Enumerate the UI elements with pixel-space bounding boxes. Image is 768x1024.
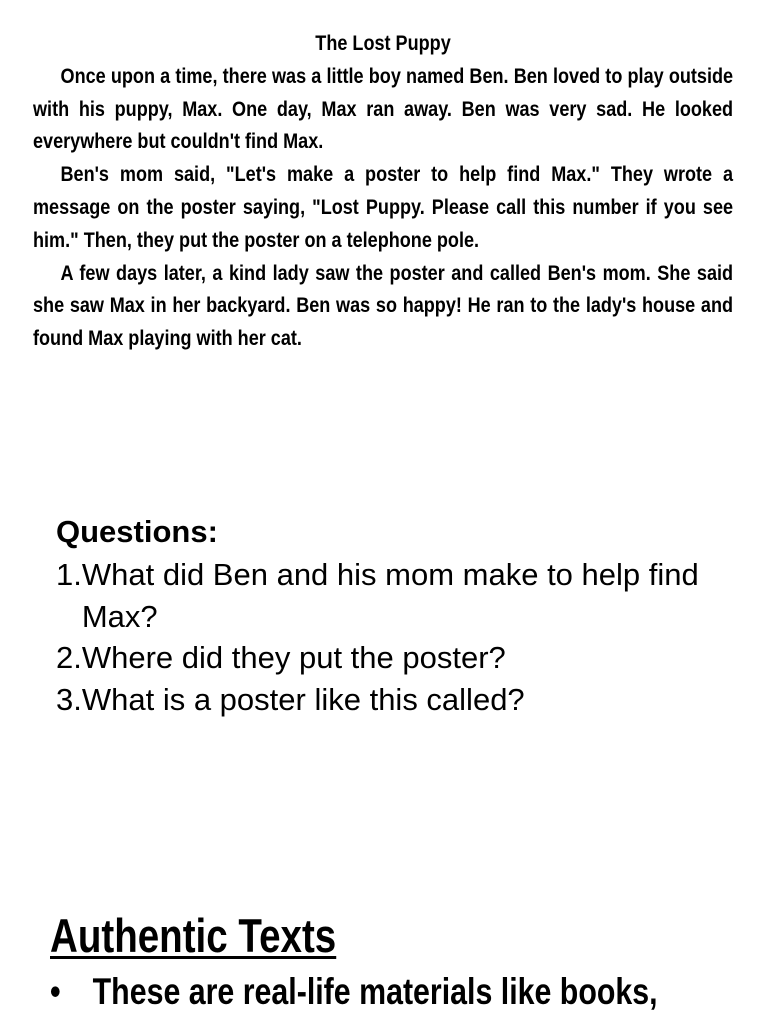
story-paragraph: A few days later, a kind lady saw the poster and called Ben's mom. She said she saw Max in her backyard. Ben was so happy! He ran to the lady's house and found Max playing with her cat. [33, 261, 734, 351]
authentic-texts-item [50, 966, 768, 1018]
bullet-icon: • [50, 971, 61, 1012]
story-paragraph: Ben's mom said, "Let's make a poster to help find Max." They wrote a message on the poster saying, "Lost Puppy. Please call this number if you see him." Then, they put the poster on a telephone pole. [33, 163, 734, 252]
question-text: Where did they put the poster? [81, 640, 506, 675]
question-number: 2. [56, 640, 82, 675]
authentic-texts-heading: Authentic Texts [50, 909, 337, 962]
question-number: 3. [56, 681, 82, 717]
question-number: 1. [56, 557, 82, 592]
question-item [56, 679, 746, 721]
question-text: What is a poster like this called? [81, 681, 525, 717]
story-section [33, 28, 733, 356]
questions-section [56, 510, 746, 720]
authentic-texts-section [50, 906, 768, 1018]
story-paragraph: Once upon a time, there was a little boy named Ben. Ben loved to play outside with his puppy, Max. One day, Max ran away. Ben was very sad. He looked everywhere but couldn't find Max. [33, 64, 734, 154]
authentic-texts-item-text: These are real-life materials like books, [92, 971, 658, 1012]
questions-heading: Questions: [56, 514, 218, 549]
questions-list [56, 554, 746, 720]
authentic-texts-list [50, 966, 768, 1018]
story-title: The Lost Puppy [315, 32, 451, 55]
question-item [56, 554, 746, 637]
question-item [56, 637, 746, 679]
question-text: What did Ben and his mom make to help find Max? [81, 557, 699, 634]
